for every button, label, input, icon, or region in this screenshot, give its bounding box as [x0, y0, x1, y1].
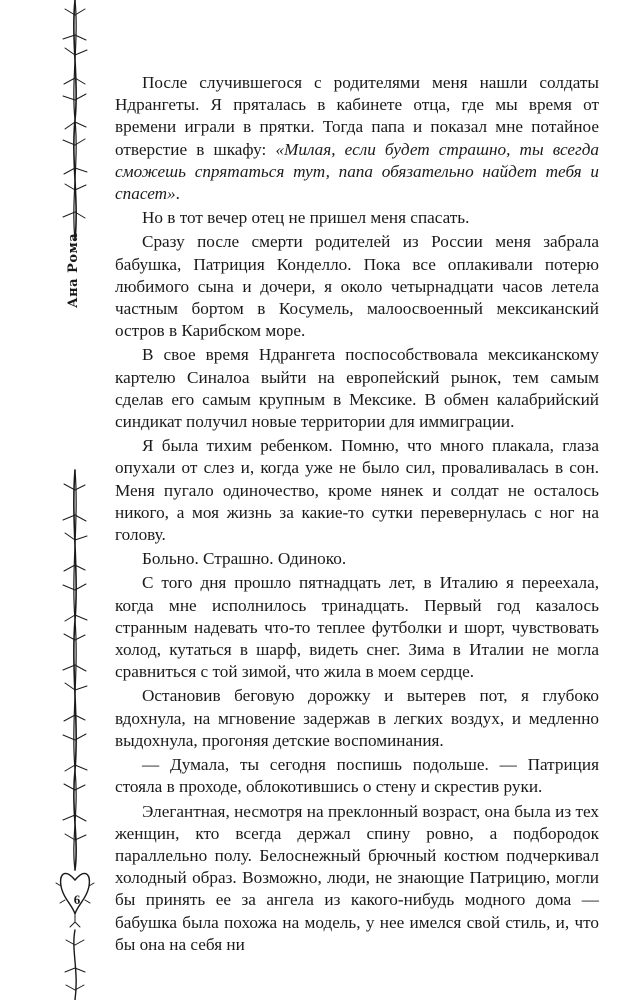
body-text — [115, 72, 599, 958]
thorn-vine-ornament — [55, 0, 95, 1000]
paragraph: Но в тот вечер отец не пришел меня спасать. — [142, 208, 470, 228]
paragraph: Сразу после смерти родителей из России меня забрала бабушка, Патриция Конделло. Пока все оплакивали потерю любимого сына и дочери, я около четырнадцати часов летела частным бортом в Косумель, малоосвоенный мексиканский остров в Карибском море. — [115, 232, 599, 341]
running-head-author: Ана Рома — [66, 232, 81, 308]
paragraph: В свое время Ндрангета поспособствовала мексиканскому картелю Синалоа выйти на европейский рынок, тем самым сделав его самым крупным в Мексике. В обмен калабрийский синдикат получил новые территории для иммиграции. — [115, 345, 599, 432]
italic-quote: «Милая, если будет страшно, ты всегда сможешь спрятаться тут, папа обязательно найдет тебя и спасет» — [115, 139, 599, 204]
paragraph: — Думала, ты сегодня поспишь подольше. — Патриция стояла в проходе, облокотившись о стену и скрестив руки. — [115, 755, 599, 797]
paragraph: Остановив беговую дорожку и вытерев пот, я глубоко вдохнула, на мгновение задержав в легких воздух, и медленно выдохнула, прогоняя детские воспоминания. — [115, 686, 599, 750]
paragraph: Элегантная, несмотря на преклонный возраст, она была из тех женщин, кто всегда держал спину ровно, а подбородок параллельно полу. Белоснежный брючный костюм подчеркивал холодный образ. Возможно, люди, не знающие Патрицию, могли бы принять ее за ангела из какого-нибудь модного дома — бабушка была похожа на модель, у нее имелся свой стиль, и, что бы она на себя ни — [115, 801, 599, 954]
page-number: 6 — [73, 892, 81, 907]
paragraph: Больно. Страшно. Одиноко. — [142, 549, 347, 569]
paragraph: С того дня прошло пятнадцать лет, в Италию я переехала, когда мне исполнилось тринадцать. Первый год казалось странным надевать что-то теплее футболки и шорт, чувствовать холод, кутаться в шарф, видеть снег. Зима в Италии не могла сравниться с той зимой, что жила в моем сердце. — [115, 573, 599, 682]
paragraph: После случившегося с родителями меня нашли солдаты Ндрангеты. Я пряталась в кабинете отца, где мы время от времени играли в прятки. Тогда папа и показал мне потайное отверстие в шкафу: «Милая, если будет страшно, ты всегда сможешь спрятаться тут, папа обязательно найдет тебя и спасет». — [115, 73, 599, 204]
paragraph: Я была тихим ребенком. Помню, что много плакала, глаза опухали от слез и, когда уже не было сил, проваливалась в сон. Меня пугало одиночество, кроме нянек и солдат не осталось никого, а моя жизнь за какие-то сутки перевернулась с ног на голову. — [115, 436, 599, 545]
